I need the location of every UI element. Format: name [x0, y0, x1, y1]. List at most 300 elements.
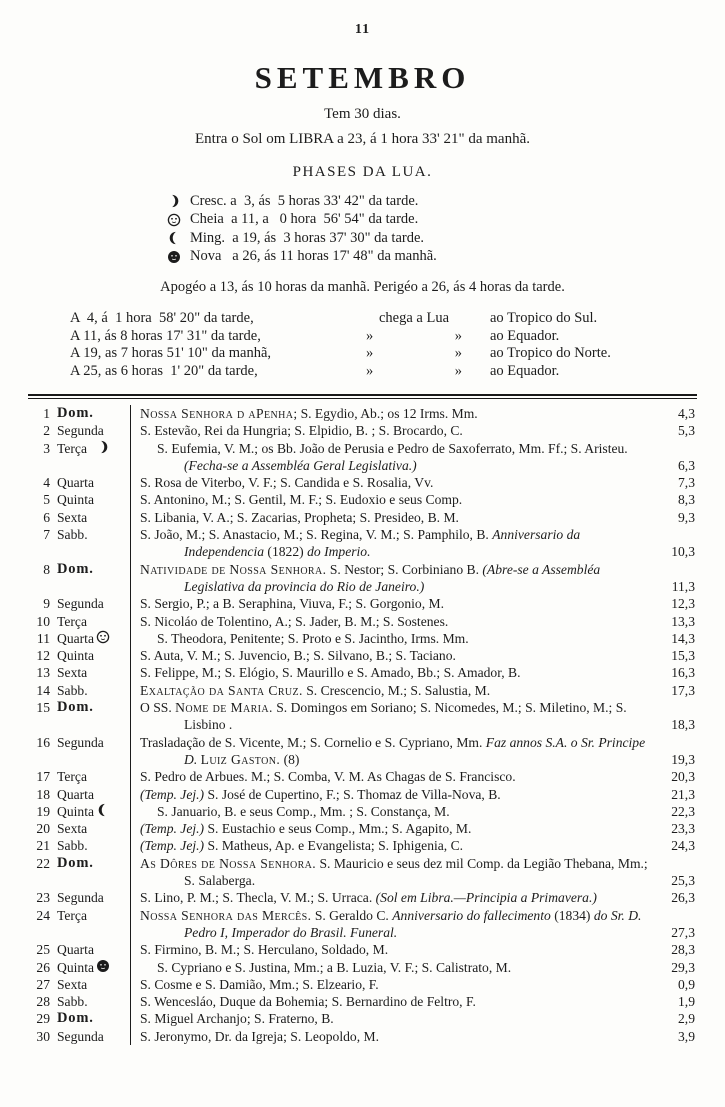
weekday-label: Sabb. [57, 994, 88, 1010]
saints-entry-text [140, 907, 649, 942]
day-length-value [653, 837, 697, 854]
lua-crossing-row [70, 345, 697, 363]
entry-segment: S. Antonino, M.; S. Gentil, M. F.; S. Eudoxio e seus Comp. [140, 492, 463, 508]
day-length-value [653, 1028, 697, 1045]
value-text: 23,3 [671, 821, 695, 837]
entry-segment: (Fecha-se a Assembléa Geral Legislativa.) [184, 457, 417, 473]
entry-segment: S. Pedro de Arbues. M.; S. Comba, V. M. As Chagas de S. Francisco. [140, 769, 516, 785]
day-number: 19 [36, 803, 50, 819]
saints-entry-text [140, 526, 649, 561]
day-length-value [653, 803, 697, 820]
day-column [28, 613, 131, 630]
calendar-row [28, 491, 697, 508]
value-text: 20,3 [671, 769, 695, 785]
saints-entry-text [140, 595, 649, 612]
moon-phase-item [166, 248, 697, 267]
saints-entry [131, 630, 653, 647]
saints-entry [131, 889, 653, 906]
day-number: 20 [36, 821, 50, 837]
value-text: 28,3 [671, 942, 695, 958]
entry-segment: S. Eufemia, V. M.; os Bb. João de Perusia e Pedro de Saxoferrato, Mm. Ff.; S. Aristeu. [157, 440, 628, 456]
saints-entry [131, 526, 653, 561]
saints-entry [131, 768, 653, 785]
entry-segment: Nossa Senhora d aPenha [140, 406, 294, 421]
entry-segment: S. Januario, B. e seus Comp., Mm. ; S. Constança, M. [157, 803, 450, 819]
saints-entry [131, 440, 653, 475]
saints-entry-text [140, 405, 649, 422]
saints-entry-text [140, 613, 649, 630]
weekday-label: Quarta [57, 786, 94, 802]
moon-phases-list [28, 192, 697, 266]
day-length-value [653, 595, 697, 612]
day-number: 29 [36, 1011, 50, 1027]
day-number: 17 [36, 769, 50, 785]
value-text: 27,3 [671, 924, 695, 940]
entry-segment: S. Auta, V. M.; S. Juvencio, B.; S. Silvano, B.; S. Taciano. [140, 648, 456, 664]
lua-crossing-ditto [338, 363, 490, 380]
ditto-mark: » [454, 345, 462, 361]
entry-segment: (8) [280, 751, 300, 767]
lua-crossing-time: A 11, ás 8 horas 17' 31" da tarde, [70, 327, 261, 344]
day-number: 18 [36, 786, 50, 802]
calendar-row [28, 803, 697, 820]
entry-segment: S. Eustachio e seus Comp., Mm.; S. Agapito, M. [204, 821, 472, 837]
lua-crossing-destination: ao Tropico do Sul. [490, 310, 598, 326]
ditto-mark: » [454, 327, 462, 344]
entry-segment: (1834) [550, 907, 594, 923]
saints-entry [131, 1028, 653, 1045]
weekday-label: Quarta [57, 630, 94, 646]
day-number: 5 [43, 492, 50, 508]
saints-entry-text [140, 1010, 649, 1027]
day-column [28, 526, 131, 561]
saints-entry [131, 509, 653, 526]
calendar-row [28, 664, 697, 681]
new-moon-icon [140, 959, 154, 972]
entry-segment: S. José de Cupertino, F.; S. Thomaz de Villa-Nova, B. [204, 786, 501, 802]
lua-crossing-destination: ao Equador. [490, 362, 560, 379]
value-text: 19,3 [671, 751, 695, 767]
waxing-crescent-moon-icon [140, 440, 154, 453]
day-column [28, 1010, 131, 1027]
day-length-value [653, 786, 697, 803]
day-length-value [653, 855, 697, 890]
calendar-row [28, 976, 697, 993]
moon-phase-label: Ming. a 19, ás 3 horas 37' 30" da tarde. [190, 229, 425, 246]
day-length-value [653, 474, 697, 491]
day-column [28, 474, 131, 491]
lua-crossing-row [70, 328, 697, 346]
day-number: 21 [36, 838, 50, 854]
day-length-value [653, 734, 697, 769]
saints-entry-text [140, 976, 649, 993]
saints-entry-text [140, 664, 649, 681]
day-column [28, 699, 131, 734]
saints-entry-text [140, 509, 649, 526]
value-text: 22,3 [671, 803, 695, 819]
day-column [28, 855, 131, 890]
day-number: 13 [36, 665, 50, 681]
value-text: 25,3 [671, 873, 695, 889]
value-text: 6,3 [678, 457, 695, 473]
day-column [28, 889, 131, 906]
saints-entry-text [140, 422, 649, 439]
day-number: 23 [36, 890, 50, 906]
saints-entry-text [140, 1028, 649, 1045]
day-number: 9 [43, 596, 50, 612]
lua-crossing-row [70, 363, 697, 381]
value-text: 17,3 [671, 682, 695, 698]
saints-entry-text [140, 682, 649, 699]
day-length-value [653, 959, 697, 976]
day-length-value [653, 647, 697, 664]
saints-entry-text [140, 820, 649, 837]
value-text: 11,3 [671, 578, 695, 594]
entry-segment: Nossa Senhora das Mercês. [140, 907, 312, 923]
calendar-row [28, 889, 697, 906]
day-number: 3 [43, 440, 50, 456]
day-column [28, 405, 131, 422]
saints-entry [131, 855, 653, 890]
weekday-label: Segunda [57, 596, 104, 612]
saints-entry-text [140, 699, 649, 734]
weekday-label: Dom. [57, 405, 94, 421]
day-length-value [653, 993, 697, 1010]
weekday-label: Dom. [57, 560, 94, 577]
entry-segment: (Temp. Jej.) [140, 838, 205, 854]
day-number: 2 [43, 423, 50, 439]
calendar-row [28, 613, 697, 630]
ditto-mark: » [366, 327, 374, 344]
value-text: 15,3 [671, 648, 695, 664]
day-number: 12 [36, 648, 50, 664]
value-text: 24,3 [671, 838, 695, 854]
weekday-label: Quinta [57, 492, 94, 508]
entry-segment: Faz annos S.A. o Sr. Principe D. [184, 734, 646, 767]
day-length-value [653, 664, 697, 681]
saints-entry-text [140, 837, 649, 854]
value-text: 21,3 [671, 786, 695, 802]
calendar-row [28, 526, 697, 561]
value-text: 4,3 [678, 406, 695, 421]
calendar-row [28, 768, 697, 785]
entry-segment: Trasladação de S. Vicente, M.; S. Cornelio e S. Cypriano, Mm. [140, 734, 486, 750]
calendar-table [28, 405, 697, 1045]
calendar-row [28, 440, 697, 475]
weekday-label: Sexta [57, 509, 88, 525]
saints-entry [131, 422, 653, 439]
day-column [28, 491, 131, 508]
value-text: 26,3 [671, 890, 695, 906]
entry-segment: (Temp. Jej.) [140, 786, 205, 802]
calendar-row [28, 959, 697, 976]
saints-entry-text [140, 768, 649, 785]
weekday-label: Segunda [57, 423, 104, 439]
saints-entry-text [140, 941, 649, 958]
weekday-label: Segunda [57, 734, 104, 750]
day-length-value [653, 422, 697, 439]
entry-segment: (Sol em Libra.—Principia a Primavera.) [375, 890, 597, 906]
weekday-label: Segunda [57, 890, 104, 906]
day-number: 25 [36, 942, 50, 958]
lua-crossing-time: A 25, as 6 horas 1' 20" da tarde, [70, 362, 258, 379]
day-column [28, 803, 131, 820]
saints-entry [131, 699, 653, 734]
day-number: 15 [36, 700, 50, 716]
weekday-label: Sexta [57, 821, 88, 837]
saints-entry-text [140, 786, 649, 803]
calendar-row [28, 820, 697, 837]
day-column [28, 630, 131, 647]
weekday-label: Sabb. [57, 682, 88, 698]
saints-entry [131, 907, 653, 942]
entry-segment: S. Estevão, Rei da Hungria; S. Elpidio, B. ; S. Brocardo, C. [140, 423, 463, 439]
saints-entry-text [140, 803, 649, 820]
table-top-rule [28, 394, 697, 399]
weekday-label: Quarta [57, 475, 94, 491]
calendar-row [28, 734, 697, 769]
saints-entry [131, 803, 653, 820]
day-column [28, 664, 131, 681]
day-number: 22 [36, 855, 50, 871]
day-column [28, 595, 131, 612]
entry-segment: Natividade de Nossa Senhora. [140, 561, 327, 577]
saints-entry [131, 491, 653, 508]
day-length-value [653, 613, 697, 630]
saints-entry-text [140, 630, 649, 647]
calendar-row [28, 595, 697, 612]
value-text: 10,3 [671, 544, 695, 560]
value-text: 7,3 [678, 475, 695, 491]
saints-entry [131, 993, 653, 1010]
saints-entry [131, 734, 653, 769]
full-moon-icon [140, 630, 154, 643]
day-number: 16 [36, 734, 50, 750]
ditto-mark: » [366, 362, 374, 379]
value-text: 29,3 [671, 959, 695, 975]
entry-segment: S. Crescencio, M.; S. Salustia, M. [302, 682, 491, 698]
weekday-label: Dom. [57, 854, 94, 871]
weekday-label: Quinta [57, 959, 94, 975]
day-length-value [653, 976, 697, 993]
calendar-row [28, 1010, 697, 1027]
weekday-label: Terça [57, 769, 87, 785]
calendar-row [28, 630, 697, 647]
weekday-label: Segunda [57, 1028, 104, 1044]
weekday-label: Quinta [57, 803, 94, 819]
entry-segment: S. Sergio, P.; a B. Seraphina, Viuva, F.; S. Gorgonio, M. [140, 596, 444, 612]
value-text: 8,3 [678, 492, 695, 508]
saints-entry-text [140, 561, 649, 596]
calendar-row [28, 647, 697, 664]
entry-segment: (1822) [264, 544, 308, 560]
page-subtitle: Tem 30 dias. [324, 106, 401, 122]
day-length-value [653, 526, 697, 561]
day-length-value [653, 907, 697, 942]
entry-segment: Nome de Maria. [175, 700, 273, 716]
moon-phases-title: PHASES DA LUA. [292, 164, 433, 180]
lua-crossing-ditto [338, 345, 490, 362]
saints-entry-text [140, 889, 649, 906]
entry-segment: Anniversario do fallecimento [392, 907, 551, 923]
weekday-label: Quinta [57, 648, 94, 664]
entry-segment: ; S. Egydio, Ab.; os 12 Irms. Mm. [293, 406, 478, 421]
saints-entry-text [140, 959, 649, 976]
entry-segment: S. Theodora, Penitente; S. Proto e S. Jacintho, Irms. Mm. [157, 630, 469, 646]
new-moon-icon [166, 249, 181, 264]
waxing-crescent-moon-icon [166, 194, 181, 209]
sun-entry-line: Entra o Sol om LIBRA a 23, á 1 hora 33' 21" da manhã. [194, 131, 531, 147]
weekday-label: Quarta [57, 942, 94, 958]
waning-crescent-moon-icon [166, 231, 181, 246]
value-text: 3,9 [678, 1028, 695, 1044]
value-text: 9,3 [678, 509, 695, 525]
calendar-row [28, 855, 697, 890]
saints-entry [131, 664, 653, 681]
day-length-value [653, 405, 697, 422]
saints-entry [131, 405, 653, 422]
lua-crossing-time: A 4, á 1 hora 58' 20" da tarde, [70, 310, 254, 326]
calendar-row [28, 682, 697, 699]
entry-segment: S. Felippe, M.; S. Elógio, S. Maurillo e S. Amado, Bb.; S. Amador, B. [140, 665, 521, 681]
entry-segment: S. Geraldo C. [311, 907, 393, 923]
day-column [28, 976, 131, 993]
weekday-label: Terça [57, 440, 87, 456]
weekday-label: Dom. [57, 699, 94, 716]
day-number: 28 [36, 994, 50, 1010]
weekday-label: Dom. [57, 1010, 94, 1027]
value-text: 14,3 [671, 630, 695, 646]
day-column [28, 682, 131, 699]
day-column [28, 440, 131, 475]
lua-crossing-ditto [338, 310, 490, 327]
saints-entry [131, 1010, 653, 1027]
entry-segment: Luiz Gaston. [200, 751, 281, 767]
entry-segment: S. Cosme e S. Damião, Mm.; S. Elzeario, F. [140, 976, 379, 992]
entry-segment: S. Libania, V. A.; S. Zacarias, Propheta; S. Presideo, B. M. [140, 509, 459, 525]
day-length-value [653, 630, 697, 647]
day-length-value [653, 941, 697, 958]
day-length-value [653, 440, 697, 475]
entry-segment: S. Wencesláo, Duque da Bohemia; S. Bernardino de Feltro, F. [140, 994, 476, 1010]
day-number: 4 [43, 475, 50, 491]
saints-entry [131, 820, 653, 837]
day-column [28, 422, 131, 439]
day-length-value [653, 682, 697, 699]
day-length-value [653, 768, 697, 785]
day-column [28, 941, 131, 958]
entry-segment: S. Cypriano e S. Justina, Mm.; a B. Luzia, V. F.; S. Calistrato, M. [157, 959, 512, 975]
saints-entry [131, 613, 653, 630]
apogee-perigee-line: Apogéo a 13, ás 10 horas da manhã. Perigéo a 26, ás 4 horas da tarde. [160, 279, 565, 295]
entry-segment: (Abre-se a Assembléa Legislativa da provincia do Rio de Janeiro.) [184, 561, 601, 594]
moon-phase-item [166, 192, 697, 211]
day-column [28, 907, 131, 942]
value-text: 13,3 [671, 613, 695, 629]
lua-crossing-destination: ao Tropico do Norte. [490, 345, 611, 361]
calendar-row [28, 422, 697, 439]
saints-entry [131, 595, 653, 612]
day-column [28, 509, 131, 526]
weekday-label: Terça [57, 907, 87, 923]
day-number: 1 [43, 406, 50, 421]
saints-entry [131, 941, 653, 958]
waning-crescent-moon-icon [140, 803, 154, 816]
day-length-value [653, 889, 697, 906]
saints-entry-text [140, 734, 649, 769]
calendar-row [28, 699, 697, 734]
weekday-label: Sabb. [57, 838, 88, 854]
calendar-row [28, 837, 697, 854]
value-text: 16,3 [671, 665, 695, 681]
entry-segment: O SS. [140, 700, 176, 716]
entry-segment: Exaltação da Santa Cruz. [140, 682, 303, 698]
day-number: 11 [36, 630, 50, 646]
day-number: 7 [43, 527, 50, 543]
ditto-mark: chega a Lua [378, 310, 450, 326]
entry-segment: do Sr. D. Pedro I, Imperador do Brasil. Funeral. [184, 907, 642, 940]
day-column [28, 768, 131, 785]
day-column [28, 647, 131, 664]
day-number: 27 [36, 976, 50, 992]
saints-entry [131, 682, 653, 699]
lua-crossing-row [70, 310, 697, 328]
lua-crossing-time: A 19, as 7 horas 51' 10" da manhã, [70, 345, 272, 361]
calendar-row [28, 907, 697, 942]
moon-phase-label: Nova a 26, ás 11 horas 17' 48" da manhã. [190, 248, 437, 265]
lua-crossings-table [70, 310, 697, 380]
calendar-row [28, 786, 697, 803]
day-number: 14 [36, 682, 50, 698]
entry-segment: S. Domingos em Soriano; S. Nicomedes, M.; S. Miletino, M.; S. Lisbino . [184, 700, 627, 733]
day-column [28, 734, 131, 769]
value-text: 18,3 [671, 717, 695, 733]
day-column [28, 561, 131, 596]
day-number: 6 [43, 509, 50, 525]
calendar-row [28, 509, 697, 526]
saints-entry-text [140, 491, 649, 508]
day-length-value [653, 491, 697, 508]
moon-phase-item [166, 229, 697, 248]
day-column [28, 959, 131, 976]
day-number: 10 [36, 613, 50, 629]
entry-segment: S. Nestor; S. Corbiniano B. [326, 561, 483, 577]
entry-segment: As Dôres de Nossa Senhora. [140, 855, 317, 871]
weekday-label: Sexta [57, 976, 88, 992]
day-number: 24 [36, 907, 50, 923]
entry-segment: Anniversario da Independencia [184, 527, 581, 560]
calendar-row [28, 993, 697, 1010]
saints-entry-text [140, 993, 649, 1010]
value-text: 0,9 [678, 976, 695, 992]
calendar-row [28, 941, 697, 958]
saints-entry [131, 561, 653, 596]
saints-entry [131, 647, 653, 664]
calendar-row [28, 561, 697, 596]
saints-entry-text [140, 855, 649, 890]
full-moon-icon [166, 212, 181, 227]
saints-entry [131, 959, 653, 976]
moon-phase-label: Cheia a 11, a 0 hora 56' 54" da tarde. [190, 211, 419, 228]
lua-crossing-ditto [338, 328, 490, 345]
lua-crossing-destination: ao Equador. [490, 327, 560, 344]
weekday-label: Terça [57, 613, 87, 629]
day-number: 26 [36, 959, 50, 975]
day-column [28, 786, 131, 803]
moon-phase-item [166, 211, 697, 230]
entry-segment: S. João, M.; S. Anastacio, M.; S. Regina, V. M.; S. Pamphilo, B. [140, 527, 493, 543]
saints-entry [131, 837, 653, 854]
